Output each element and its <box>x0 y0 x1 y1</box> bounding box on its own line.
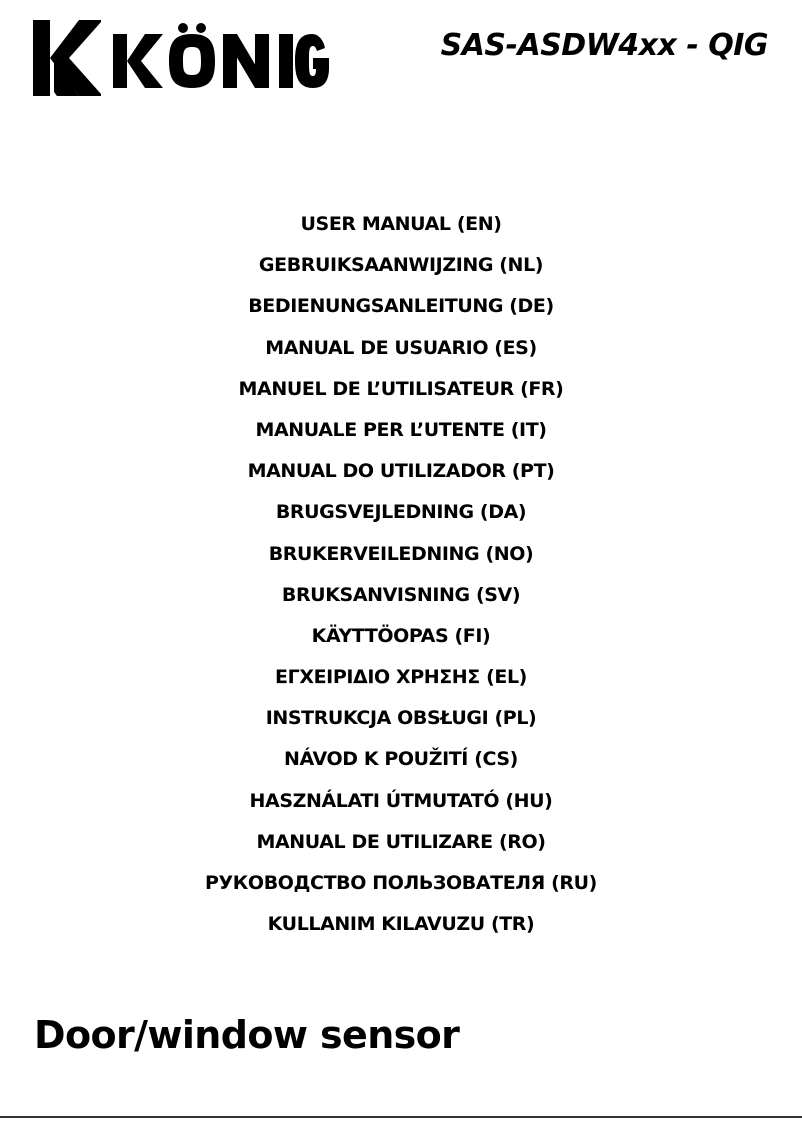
logo-wordmark <box>113 23 329 88</box>
page-bottom-divider <box>0 1116 802 1118</box>
logo-k-mark-icon <box>33 20 101 96</box>
manual-title-pt: MANUAL DO UTILIZADOR (PT) <box>247 460 555 483</box>
manual-title-hu: HASZNÁLATI ÚTMUTATÓ (HU) <box>249 789 553 812</box>
manual-title-fi: KÄYTTÖOPAS (FI) <box>311 624 491 647</box>
brand-logo <box>33 18 333 100</box>
manual-title-nl: GEBRUIKSAANWIJZING (NL) <box>258 254 544 277</box>
product-title: Door/window sensor <box>34 1013 460 1057</box>
manual-title-ro: MANUAL DE UTILIZARE (RO) <box>256 830 546 853</box>
manual-title-sv: BRUKSANVISNING (SV) <box>281 583 521 606</box>
manual-title-no: BRUKERVEILEDNING (NO) <box>268 542 534 565</box>
manual-title-fr: MANUEL DE L’UTILISATEUR (FR) <box>238 377 564 400</box>
manual-title-tr: KULLANIM KILAVUZU (TR) <box>267 913 535 936</box>
manual-title-en: USER MANUAL (EN) <box>300 213 502 235</box>
manual-title-de: BEDIENUNGSANLEITUNG (DE) <box>248 295 554 318</box>
manual-title-ru: РУКОВОДСТВО ПОЛЬЗОВАТЕЛЯ (RU) <box>205 872 597 894</box>
manual-title-it: MANUALE PER L’UTENTE (IT) <box>255 418 547 441</box>
manual-title-da: BRUGSVEJLEDNING (DA) <box>275 501 527 524</box>
manual-title-es: MANUAL DE USUARIO (ES) <box>265 336 537 359</box>
manual-title-cs: NÁVOD K POUŽITÍ (CS) <box>284 748 518 771</box>
manual-title-pl: INSTRUKCJA OBSŁUGI (PL) <box>265 707 537 730</box>
manual-language-list <box>0 204 802 945</box>
model-number: SAS-ASDW4xx - QIG <box>440 28 768 63</box>
manual-title-el: ΕΓΧΕΙΡΙΔΙΟ ΧΡΗΣΗΣ (EL) <box>275 666 527 689</box>
